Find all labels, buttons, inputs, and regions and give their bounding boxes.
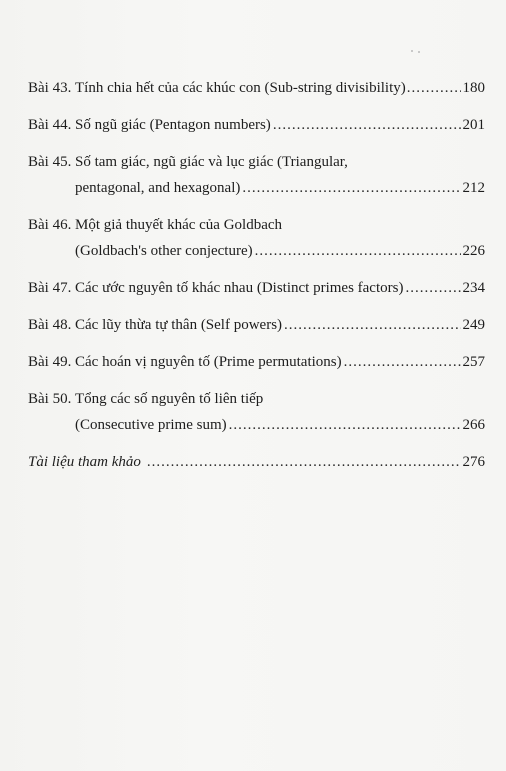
dot-leader bbox=[255, 238, 461, 264]
paper-speck bbox=[418, 51, 420, 53]
dot-leader bbox=[242, 175, 460, 201]
toc-entry-title: Tổng các số nguyên tố liên tiếp bbox=[75, 391, 264, 407]
dot-leader bbox=[407, 75, 461, 101]
dot-leader bbox=[147, 449, 461, 475]
toc-page-number: 276 bbox=[462, 454, 485, 470]
dot-leader bbox=[405, 275, 460, 301]
toc-entry-43[interactable] bbox=[28, 75, 485, 101]
toc-entry-46[interactable] bbox=[28, 212, 485, 264]
toc-entry-title: Các lũy thừa tự thân (Self powers) bbox=[75, 317, 283, 333]
toc-entry-title-continued: pentagonal, and hexagonal) bbox=[75, 180, 241, 196]
toc-page-number: 180 bbox=[462, 80, 485, 96]
dot-leader bbox=[344, 349, 461, 375]
toc-entry-number: Bài 44. bbox=[28, 117, 72, 133]
toc-entry-44[interactable] bbox=[28, 112, 485, 138]
toc-entry-number: Bài 49. bbox=[28, 354, 72, 370]
toc-entry-number: Bài 43. bbox=[28, 80, 72, 96]
toc-entry-title: Số tam giác, ngũ giác và lục giác (Triangular, bbox=[75, 154, 348, 170]
toc-entry-number: Bài 50. bbox=[28, 391, 72, 407]
toc-page-number: 257 bbox=[462, 354, 485, 370]
toc-page-number: 212 bbox=[462, 180, 485, 196]
toc-entry-title-continued: (Goldbach's other conjecture) bbox=[75, 243, 253, 259]
toc-entry-48[interactable] bbox=[28, 312, 485, 338]
toc-entry-number: Bài 47. bbox=[28, 280, 72, 296]
toc-entry-49[interactable] bbox=[28, 349, 485, 375]
toc-entry-number: Bài 46. bbox=[28, 217, 72, 233]
toc-entry-title-continued: (Consecutive prime sum) bbox=[75, 417, 227, 433]
toc-entry-47[interactable] bbox=[28, 275, 485, 301]
references-label: Tài liệu tham khảo bbox=[28, 454, 141, 470]
toc-page-number: 226 bbox=[462, 243, 485, 259]
toc-page-number: 249 bbox=[462, 317, 485, 333]
toc-entry-number: Bài 48. bbox=[28, 317, 72, 333]
dot-leader bbox=[229, 412, 461, 438]
toc-entry-title: Một giả thuyết khác của Goldbach bbox=[75, 217, 283, 233]
dot-leader bbox=[273, 112, 461, 138]
toc-entry-number: Bài 45. bbox=[28, 154, 72, 170]
toc-entry-title: Các hoán vị nguyên tố (Prime permutations) bbox=[75, 354, 342, 370]
toc-page-number: 201 bbox=[462, 117, 485, 133]
toc-entry-title: Các ước nguyên tố khác nhau (Distinct primes factors) bbox=[75, 280, 404, 296]
toc-entry-title: Tính chia hết của các khúc con (Sub-string divisibility) bbox=[75, 80, 406, 96]
toc-entry-title: Số ngũ giác (Pentagon numbers) bbox=[75, 117, 271, 133]
toc-page-number: 266 bbox=[462, 417, 485, 433]
toc-page-number: 234 bbox=[462, 280, 485, 296]
table-of-contents bbox=[28, 75, 485, 486]
dot-leader bbox=[284, 312, 460, 338]
toc-entry-50[interactable] bbox=[28, 386, 485, 438]
paper-speck bbox=[411, 50, 413, 52]
toc-entry-45[interactable] bbox=[28, 149, 485, 201]
toc-entry-references[interactable] bbox=[28, 449, 485, 475]
